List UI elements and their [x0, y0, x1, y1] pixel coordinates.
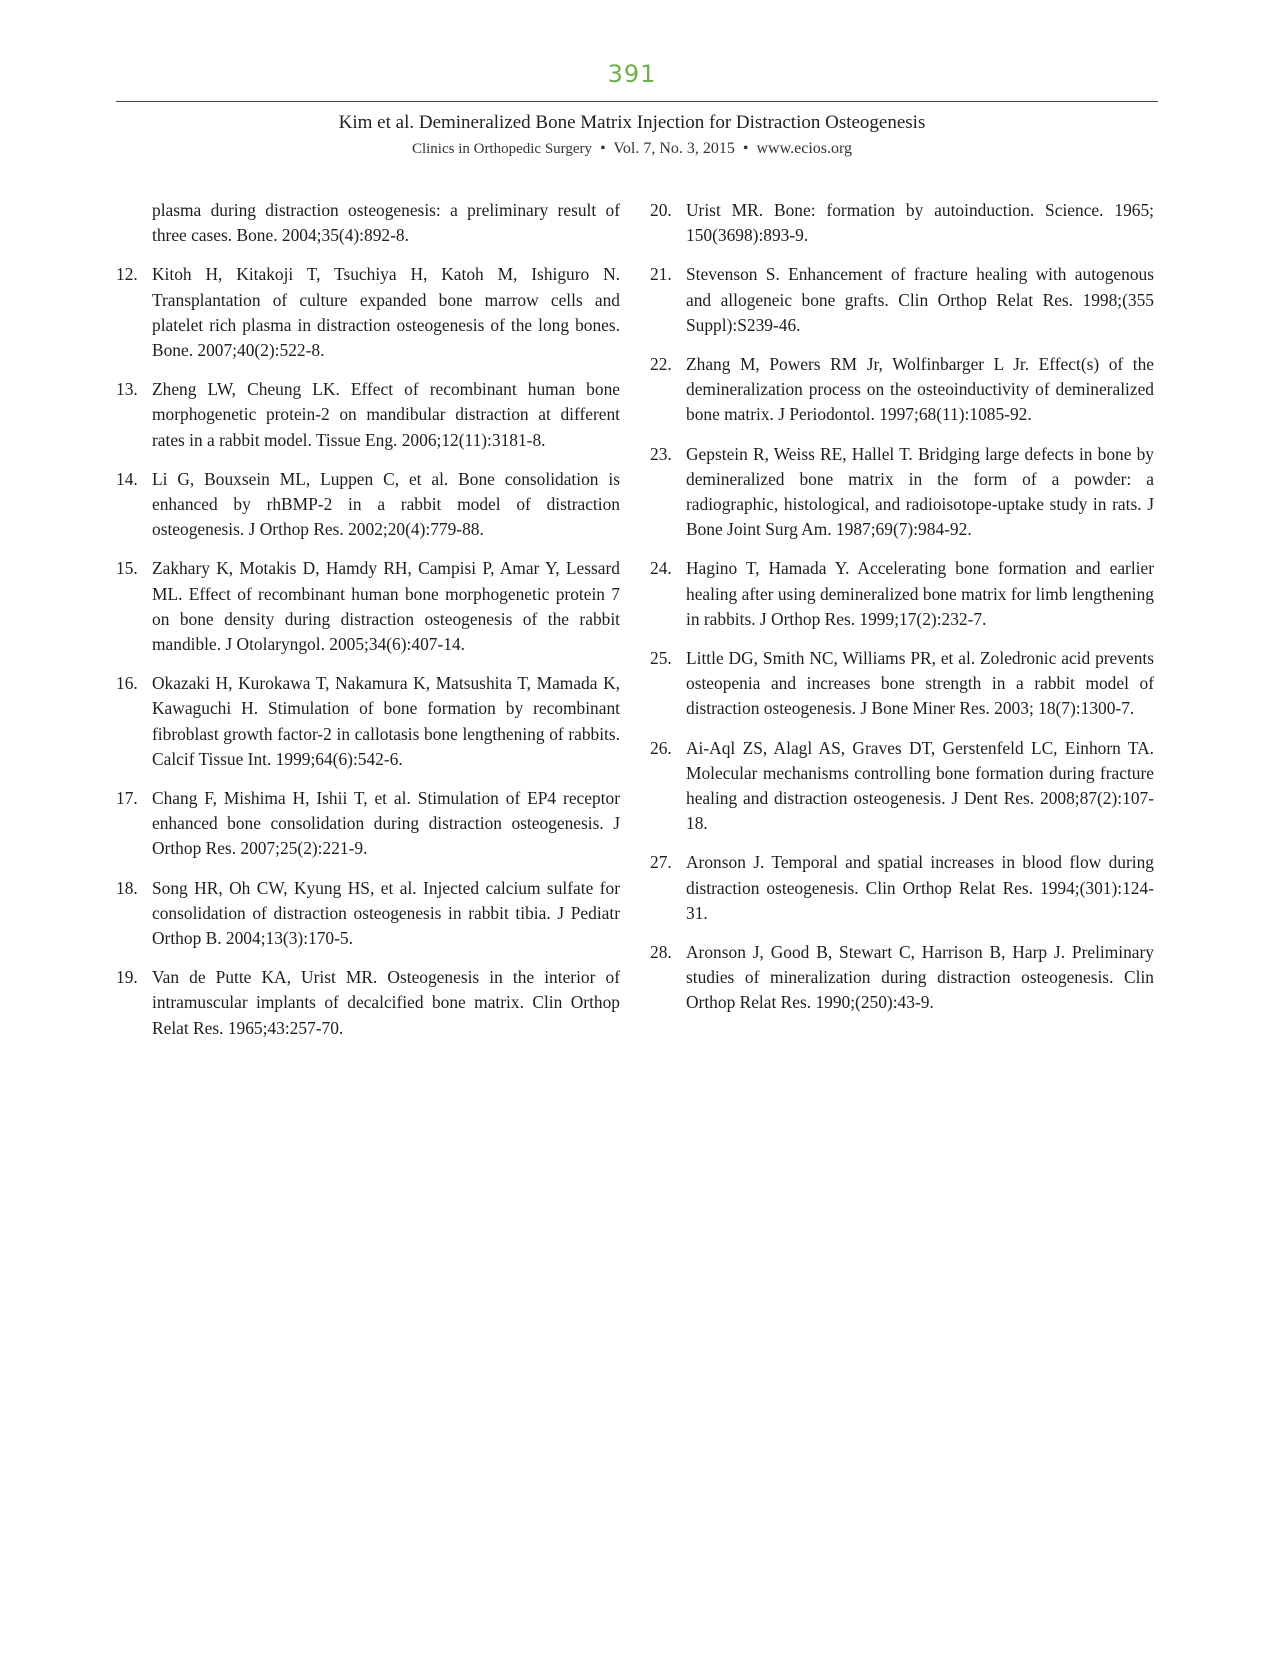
page-number: 391: [607, 60, 657, 88]
volume-info: Vol. 7, No. 3, 2015: [613, 140, 735, 157]
reference-number: 14.: [116, 468, 138, 489]
reference-text: plasma during distraction osteogenesis: a preliminary result of three cases. Bone. 2004;35(4):892-8.: [152, 200, 620, 246]
reference-text: Stevenson S. Enhancement of fracture healing with autogenous and allogeneic bone grafts. Clin Orthop Relat Res. 1998;(355 Suppl):S239-46.: [686, 264, 1154, 335]
journal-name: Clinics in Orthopedic Surgery: [411, 141, 593, 157]
reference-number: 18.: [116, 877, 138, 898]
reference-item: [650, 646, 1154, 722]
separator-bullet: •: [600, 140, 606, 157]
reference-item: [650, 940, 1154, 1016]
reference-number: 23.: [650, 443, 672, 464]
reference-text: Zhang M, Powers RM Jr, Wolfinbarger L Jr. Effect(s) of the demineralization process on the osteoinductivity of demineralized bone matrix. J Periodontol. 1997;68(11):1085-92.: [686, 354, 1154, 425]
reference-text: Zakhary K, Motakis D, Hamdy RH, Campisi P, Amar Y, Lessard ML. Effect of recombinant human bone morphogenetic protein 7 on bone density during distraction osteogenesis of the rabbit mandible. J Otolaryngol. 2005;34(6):407-14.: [152, 558, 620, 655]
reference-item: [650, 442, 1154, 543]
reference-number: 21.: [650, 264, 672, 285]
reference-text: Aronson J, Good B, Stewart C, Harrison B, Harp J. Preliminary studies of mineralization during distraction osteogenesis. Clin Orthop Relat Res. 1990;(250):43-9.: [686, 942, 1154, 1013]
reference-item: [650, 736, 1154, 837]
reference-text: Little DG, Smith NC, Williams PR, et al. Zoledronic acid prevents osteopenia and increases bone strength in a rabbit model of distraction osteogenesis. J Bone Miner Res. 2003; 18(7):1300-7.: [686, 648, 1154, 719]
header-divider: [116, 101, 1158, 102]
reference-item: [650, 850, 1154, 926]
running-title: Kim et al. Demineralized Bone Matrix Injection for Distraction Osteogenesis: [338, 112, 926, 133]
reference-item: [116, 467, 620, 543]
reference-number: 25.: [650, 648, 672, 669]
reference-number: 24.: [650, 558, 672, 579]
reference-text: Van de Putte KA, Urist MR. Osteogenesis in the interior of intramuscular implants of decalcified bone matrix. Clin Orthop Relat Res. 1965;43:257-70.: [152, 967, 620, 1038]
reference-number: 17.: [116, 788, 138, 809]
journal-website: www.ecios.org: [756, 140, 853, 157]
reference-number: 26.: [650, 737, 672, 758]
reference-item: [650, 352, 1154, 428]
reference-item: [116, 198, 620, 248]
reference-number: 22.: [650, 354, 672, 375]
reference-item: [116, 786, 620, 862]
journal-citation-line: [0, 140, 1264, 158]
reference-item: [650, 262, 1154, 338]
reference-item: [116, 556, 620, 657]
references-left-column: [116, 198, 620, 1055]
reference-item: [650, 556, 1154, 632]
reference-number: 16.: [116, 673, 138, 694]
reference-text: Ai-Aql ZS, Alagl AS, Graves DT, Gerstenfeld LC, Einhorn TA. Molecular mechanisms controlling bone formation during fracture healing and distraction osteogenesis. J Dent Res. 2008;87(2):107-18.: [686, 737, 1154, 834]
reference-text: Chang F, Mishima H, Ishii T, et al. Stimulation of EP4 receptor enhanced bone consolidation during distraction osteogenesis. J Orthop Res. 2007;25(2):221-9.: [152, 788, 620, 859]
reference-number: 15.: [116, 558, 138, 579]
reference-text: Song HR, Oh CW, Kyung HS, et al. Injected calcium sulfate for consolidation of distraction osteogenesis in rabbit tibia. J Pediatr Orthop B. 2004;13(3):170-5.: [152, 877, 620, 949]
reference-item: [116, 965, 620, 1041]
reference-text: Li G, Bouxsein ML, Luppen C, et al. Bone consolidation is enhanced by rhBMP-2 in a rabbit model of distraction osteogenesis. J Orthop Res. 2002;20(4):779-88.: [152, 468, 620, 540]
reference-number: 28.: [650, 942, 672, 963]
reference-item: [116, 671, 620, 772]
references-right-column: [650, 198, 1154, 1030]
reference-number: 20.: [650, 200, 672, 220]
reference-text: Okazaki H, Kurokawa T, Nakamura K, Matsushita T, Mamada K, Kawaguchi H. Stimulation of bone formation by recombinant fibroblast growth factor-2 in callotasis bone lengthening of rabbits. Calcif Tissue Int. 1999;64(6):542-6.: [152, 673, 620, 769]
reference-item: [116, 377, 620, 453]
reference-number: 12.: [116, 264, 138, 285]
reference-number: 27.: [650, 852, 672, 873]
reference-text: Kitoh H, Kitakoji T, Tsuchiya H, Katoh M, Ishiguro N. Transplantation of culture expanded bone marrow cells and platelet rich plasma in distraction osteogenesis of the long bones. Bone. 2007;40(2):522-8.: [152, 264, 620, 361]
reference-text: Gepstein R, Weiss RE, Hallel T. Bridging large defects in bone by demineralized bone matrix in the form of a powder: a radiographic, histological, and radioisotope-uptake study in rats. J Bone Joint Surg Am. 1987;69(7):984-92.: [686, 443, 1154, 540]
reference-text: Zheng LW, Cheung LK. Effect of recombinant human bone morphogenetic protein-2 on mandibular distraction at different rates in a rabbit model. Tissue Eng. 2006;12(11):3181-8.: [152, 379, 620, 450]
separator-bullet: •: [742, 140, 749, 157]
reference-number: 19.: [116, 967, 138, 988]
reference-item: [116, 876, 620, 952]
reference-item: [116, 262, 620, 363]
reference-text: Hagino T, Hamada Y. Accelerating bone formation and earlier healing after using demineralized bone matrix for limb lengthening in rabbits. J Orthop Res. 1999;17(2):232-7.: [686, 558, 1154, 629]
reference-text: Aronson J. Temporal and spatial increases in blood flow during distraction osteogenesis. Clin Orthop Relat Res. 1994;(301):124-31.: [686, 852, 1154, 923]
reference-text: Urist MR. Bone: formation by autoinduction. Science. 1965; 150(3698):893-9.: [686, 200, 1154, 246]
reference-number: 13.: [116, 379, 138, 400]
reference-item: [650, 198, 1154, 248]
